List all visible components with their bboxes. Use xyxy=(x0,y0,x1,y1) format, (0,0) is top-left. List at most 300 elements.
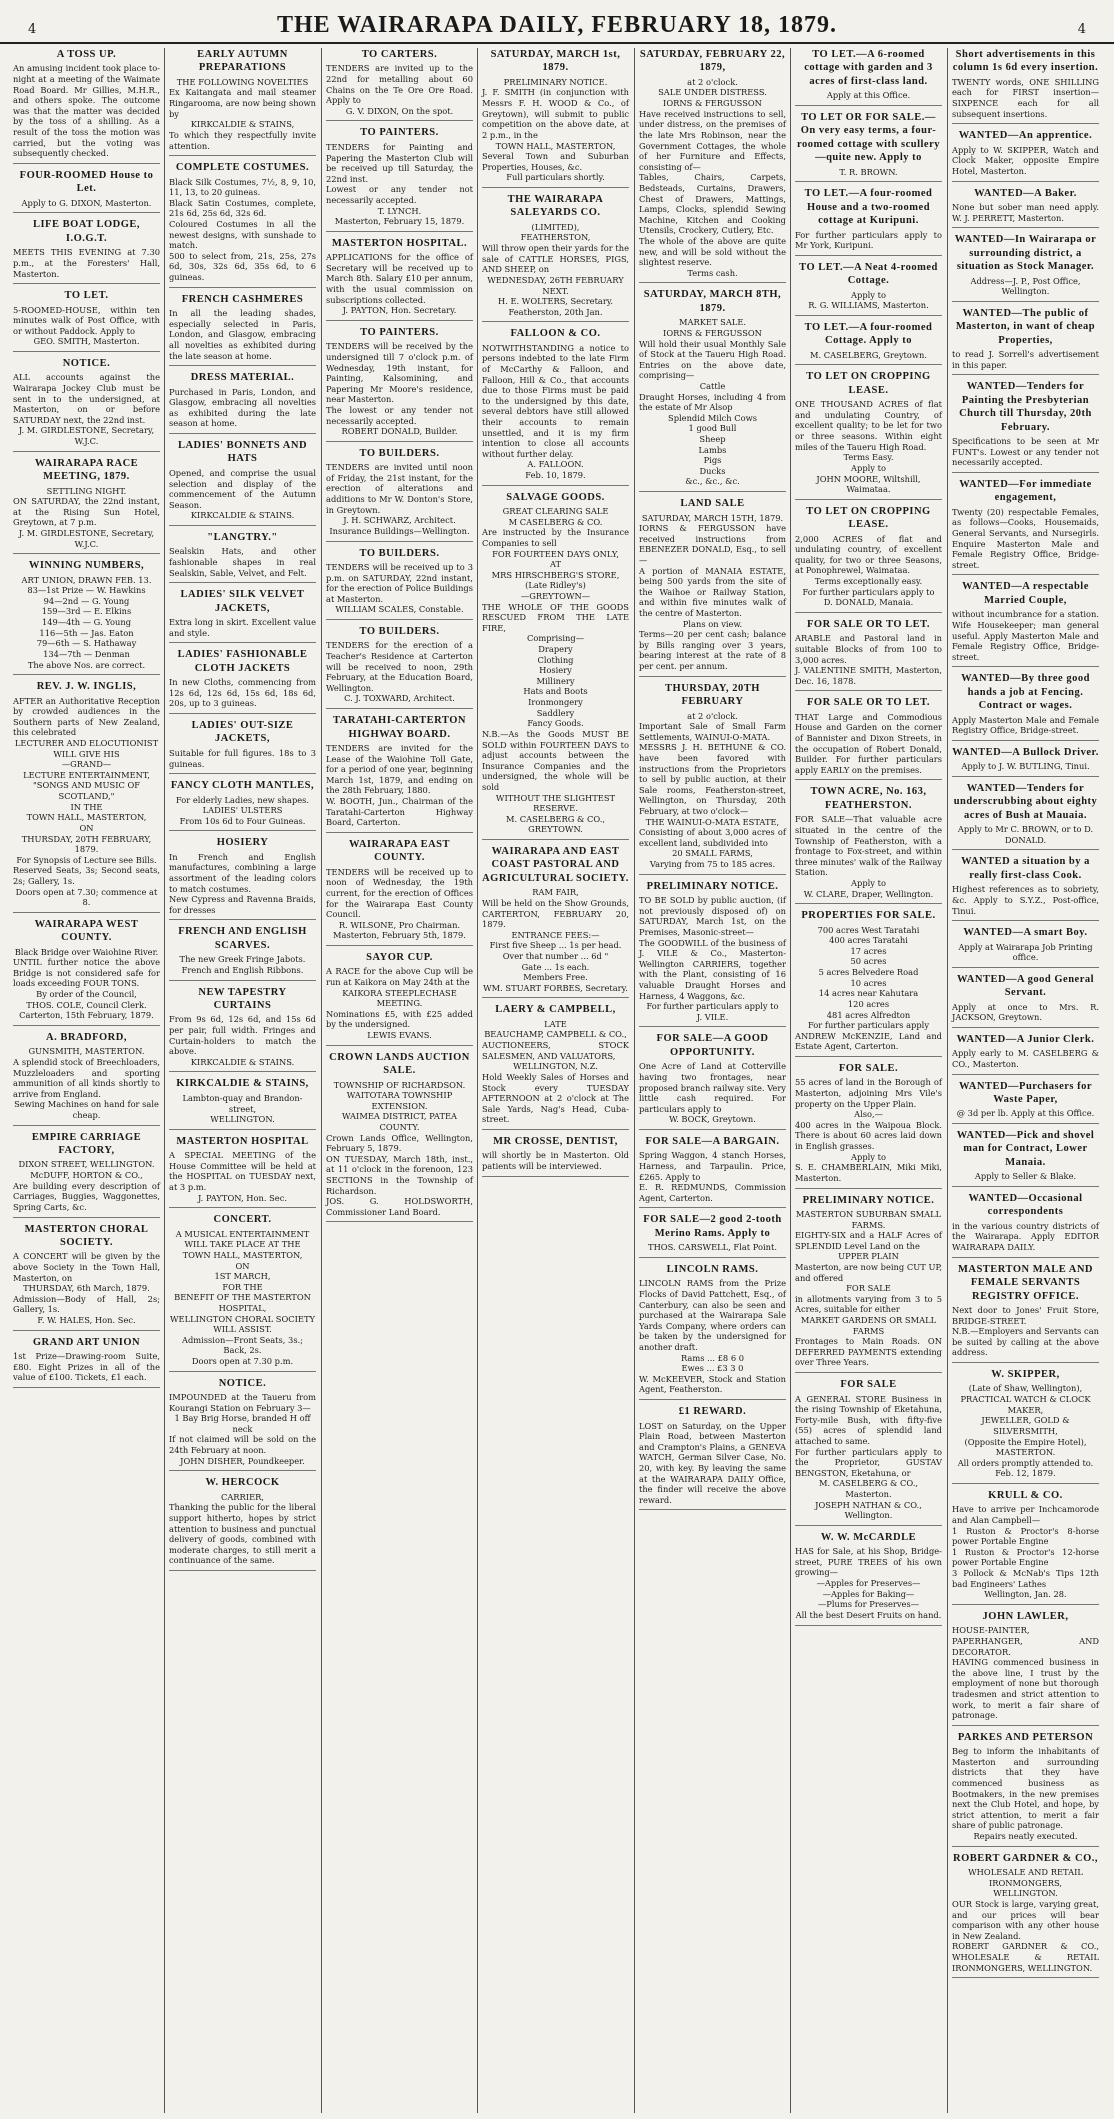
ad-text-line: PRACTICAL WATCH & CLOCK MAKER, xyxy=(960,1394,1091,1415)
advertisement xyxy=(952,926,1099,968)
advertisement xyxy=(795,48,942,106)
advertisement xyxy=(952,1852,1099,1979)
ad-text-line: 83—1st Prize — W. Hawkins xyxy=(27,585,146,596)
advertisement xyxy=(13,169,160,213)
advertisement xyxy=(952,1192,1099,1258)
ad-text-line: Lambs xyxy=(698,444,727,455)
ad-heading: TO BUILDERS. xyxy=(359,547,440,559)
ad-text-line: Thanking the public for the liberal support hitherto, hopes by strict attention to business and punctual delivery of goods, combined with moderate charges, to still merit a continuance of the same. xyxy=(169,1502,316,1566)
ad-text-line: in allotments varying from 3 to 5 Acres, suitable for either xyxy=(795,1293,942,1315)
ad-text-line: WELLINGTON. xyxy=(210,1114,275,1125)
ad-text-line: From 9s 6d, 12s 6d, and 15s 6d per pair, full width. Fringes and Curtain-holders to match the above. xyxy=(169,1014,316,1057)
advertisement xyxy=(169,161,316,288)
ad-text-line: GEO. SMITH, Masterton. xyxy=(33,336,140,347)
advertisement xyxy=(326,237,473,321)
ad-text-line: Several Town and Suburban Properties, Houses, &c. xyxy=(482,151,629,172)
ad-text-line: Are building every description of Carriages, Buggies, Waggonettes, Spring Carts, &c. xyxy=(13,1180,160,1212)
ad-text-line: T. LYNCH. xyxy=(377,205,422,216)
ad-heading: KRULL & CO. xyxy=(988,1489,1063,1501)
ad-text-line: Important Sale of Small Farm Settlements, WAINUI-O-MATA. xyxy=(639,721,786,742)
ad-text-line: Nominations £5, with £25 added by the undersigned. xyxy=(326,1008,473,1030)
column-2 xyxy=(166,48,319,2113)
ad-heading: TO BUILDERS. xyxy=(359,626,440,637)
ad-heading: TO LET. xyxy=(64,290,109,302)
ad-text-line: N.B.—Employers and Servants can be suited by calling at the above address. xyxy=(952,1326,1099,1358)
ad-text-line: JOHN DISHER, Poundkeeper. xyxy=(180,1455,305,1466)
ad-text-line: 1st Prize—Drawing-room Suite, £80. Eight Prizes in all of the value of £100. Tickets, £1 each. xyxy=(13,1351,160,1383)
ad-text-line: IORNS & FERGUSSON xyxy=(663,327,762,338)
advertisement xyxy=(169,439,316,526)
advertisement xyxy=(482,193,629,322)
ad-text-line: Extra long in skirt. Excellent value and style. xyxy=(169,617,316,638)
ad-text-line: Have received instructions to sell, under distress, on the premises of the late Mrs Robinson, near the Government Cottages, the whole of her Furniture and Effects, consisting of— xyxy=(639,108,786,172)
ad-text-line: —Plums for Preserves— xyxy=(817,1599,920,1610)
advertisement xyxy=(639,1032,786,1130)
ad-text-line: Spring Waggon, 4 stanch Horses, Harness, and Tarpaulin. Price, £265. Apply to xyxy=(639,1150,786,1182)
advertisement xyxy=(169,293,316,366)
ad-text-line: Coloured Costumes in all the newest designs, with sunshade to match. xyxy=(169,219,316,251)
ad-text-line: For Synopsis of Lecture see Bills. xyxy=(16,854,157,865)
advertisement xyxy=(952,307,1099,376)
ad-text-line: MARKET GARDENS OR SMALL FARMS xyxy=(800,1315,937,1336)
ad-text-line: TOWN HALL, MASTERTON, xyxy=(26,812,147,823)
ad-text-line: F. W. HALES, Hon. Sec. xyxy=(37,1315,136,1326)
advertisement xyxy=(952,782,1099,851)
advertisement xyxy=(13,918,160,1026)
column-rule xyxy=(477,48,478,2113)
ad-text-line: TENDERS are invited up to the 22nd for metalling about 60 Chains on the Te Ore Ore Road. Apply to xyxy=(326,63,473,106)
ad-heading: TO PAINTERS. xyxy=(360,127,439,139)
ad-text-line: Ex Kaitangata and mail steamer Ringarooma, are now being shown by xyxy=(169,87,316,119)
ad-text-line: SATURDAY, MARCH 15TH, 1879. xyxy=(641,512,784,523)
ad-text-line: Twenty (20) respectable Females, as follows—Cooks, Housemaids, General Servants, and Nursegirls. Enquire Masterton Male and Female Registry Office, Bridge-street. xyxy=(952,506,1099,570)
ad-text-line: Are instructed by the Insurance Companies to sell xyxy=(482,527,629,548)
ad-text-line: Plans on view. xyxy=(682,618,743,629)
ad-text-line: Sealskin Hats, and other fashionable shapes in real Sealskin, Sable, Velvet, and Felt. xyxy=(169,546,316,578)
advertisement xyxy=(13,680,160,913)
ad-text-line: Terms—20 per cent cash; balance by Bills ranging over 3 years, bearing interest at the rate of 8 per cent. per annum. xyxy=(639,629,786,672)
advertisement xyxy=(795,785,942,904)
ad-heading: MASTERTON MALE AND FEMALE SERVANTS REGISTRY OFFICE. xyxy=(957,1263,1094,1302)
advertisement xyxy=(952,1368,1099,1484)
ad-heading: W. W. McCARDLE xyxy=(820,1531,917,1543)
ad-text-line: DIXON STREET, WELLINGTON. xyxy=(18,1159,155,1170)
ad-heading: FOUR-ROOMED House to Let. xyxy=(19,169,154,195)
column-rule xyxy=(790,48,791,2113)
ad-text-line: THOS. CARSWELL, Flat Point. xyxy=(648,1242,777,1253)
ad-text-line: 120 acres xyxy=(847,998,890,1009)
ad-text-line: Doors open at 7.30 p.m. xyxy=(191,1355,294,1366)
advertisement xyxy=(482,491,629,840)
ad-heading: FOR SALE—2 good 2-tooth Merino Rams. Apply to xyxy=(643,1214,782,1239)
advertisement xyxy=(795,261,942,316)
advertisement xyxy=(639,1213,786,1257)
ad-text-line: Feb. 10, 1879. xyxy=(525,470,586,481)
ad-text-line: ROBERT GARDNER & CO., WHOLESALE & RETAIL IRONMONGERS, WELLINGTON. xyxy=(952,1941,1099,1973)
ad-text-line: (Opposite the Empire Hotel), xyxy=(964,1436,1087,1447)
ad-text-line: First five Sheep ... 1s per head. xyxy=(489,940,622,951)
ad-text-line: 2,000 ACRES of flat and undulating country, of excellent quality, for two or three Seasons, at Ponophrewel, Waimataa. xyxy=(795,533,942,576)
ad-heading: LADIES' BONNETS AND HATS xyxy=(177,440,308,465)
ad-text-line: RAM FAIR, xyxy=(532,887,579,898)
ad-text-line: SETTLING NIGHT. xyxy=(46,485,127,496)
ad-text-line: Doors open at 7.30; commence at 8. xyxy=(15,886,158,908)
ad-text-line: WILL ASSIST. xyxy=(213,1324,272,1335)
ad-text-line: For elderly Ladies, new shapes. xyxy=(175,794,310,805)
ad-text-line: TOWN HALL, MASTERTON, xyxy=(182,1249,303,1260)
advertisement xyxy=(169,1135,316,1208)
ad-text-line: Black Satin Costumes, complete, 21s 6d, 25s 6d, 32s 6d. xyxy=(169,197,316,219)
ad-heading: FOR SALE. xyxy=(838,1062,899,1074)
ad-heading: NEW TAPESTRY CURTAINS xyxy=(198,986,287,1011)
ad-text-line: 17 acres xyxy=(850,945,887,956)
ad-heading: LADIES' SILK VELVET JACKETS, xyxy=(180,589,305,614)
ad-text-line: Apply to xyxy=(851,462,886,473)
ad-text-line: McDUFF, HORTON & CO., xyxy=(30,1170,143,1181)
ad-heading: TO LET.—A four-roomed Cottage. Apply to xyxy=(804,321,933,347)
ad-text-line: W. BOCK, Greytown. xyxy=(669,1114,756,1125)
ad-text-line: A portion of MANAIA ESTATE, being 500 yards from the site of the Waihoe or Railway Station, and within five minutes walk of the centre of Masterton. xyxy=(639,565,786,618)
advertisement xyxy=(169,836,316,920)
advertisement xyxy=(952,1033,1099,1075)
advertisement xyxy=(795,370,942,499)
advertisement xyxy=(13,218,160,284)
ad-text-line: ART UNION, DRAWN FEB. 13. xyxy=(21,574,152,585)
ad-heading: SATURDAY, MARCH 8TH, 1879. xyxy=(643,289,782,314)
ad-text-line: The above Nos. are correct. xyxy=(27,659,146,670)
ad-heading: WAIRARAPA AND EAST COAST PASTORAL AND AGRICULTURAL SOCIETY. xyxy=(482,846,629,884)
ad-text-line: Apply to W. SKIPPER, Watch and Clock Maker, opposite Empire Hotel, Masterton. xyxy=(952,144,1099,176)
advertisement xyxy=(326,326,473,442)
ad-text-line: 14 acres near Kahutara xyxy=(818,988,919,999)
ad-text-line: Will be held on the Show Grounds, CARTERTON, FEBRUARY 20, 1879. xyxy=(482,897,629,930)
advertisement xyxy=(795,321,942,365)
ad-heading: WANTED—A good General Servant. xyxy=(956,973,1095,999)
ad-text-line: ARABLE and Pastoral land in suitable Blocks of from 100 to 3,000 acres. xyxy=(795,633,942,665)
ad-heading: WANTED—A Junior Clerk. xyxy=(956,1033,1095,1045)
ad-text-line: FOR SALE xyxy=(846,1283,891,1294)
ad-text-line: 10 acres xyxy=(850,977,887,988)
ad-text-line: Apply to xyxy=(851,878,886,888)
ad-text-line: R. WILSONE, Pro Chairman. xyxy=(338,919,461,930)
ad-text-line: Specifications to be seen at Mr FUNT's. Lowest or any tender not necessarily accepted. xyxy=(952,436,1099,468)
ad-text-line: UNTIL further notice the above Bridge is not considered safe for loads exceeding FOUR TONS. xyxy=(13,957,160,989)
ad-text-line: ENTRANCE FEES:— xyxy=(511,929,600,940)
ad-heading: FRENCH AND ENGLISH SCARVES. xyxy=(178,926,307,951)
advertisement xyxy=(326,126,473,231)
ad-text-line: For further particulars apply xyxy=(807,1020,930,1031)
advertisement xyxy=(639,497,786,677)
ad-text-line: MESSRS J. H. BETHUNE & CO. have been favored with instructions from the Proprietors to sell by public auction, at their Sale rooms, Featherston-street, Wellington, on Thursday, 20th February, at two o'clock— xyxy=(639,742,786,817)
ad-text-line: Apply to xyxy=(851,1151,886,1162)
advertisement xyxy=(482,48,629,188)
ad-text-line: —Apples for Preserves— xyxy=(816,1578,921,1589)
ad-text-line: 500 to select from, 21s, 25s, 27s 6d, 30s, 32s 6d, 35s 6d, to 6 guineas. xyxy=(169,250,316,283)
ad-heading: FRENCH CASHMERES xyxy=(181,293,304,305)
ad-text-line: JOSEPH NATHAN & CO., Wellington. xyxy=(815,1499,922,1521)
ad-text-line: Ewes ... £3 3 0 xyxy=(681,1363,744,1374)
ad-text-line: G. V. DIXON, On the spot. xyxy=(345,105,454,116)
ad-heading: FOR SALE—A GOOD OPPORTUNITY. xyxy=(656,1033,769,1058)
advertisement xyxy=(795,696,942,780)
ad-text-line: In new Cloths, commencing from 12s 6d, 12s 6d, 15s 6d, 18s 6d, 20s, up to 3 guineas. xyxy=(169,677,316,709)
advertisement xyxy=(482,1003,629,1130)
ad-text-line: 1 Ruston & Proctor's 12-horse power Portable Engine xyxy=(952,1546,1099,1568)
advertisement xyxy=(952,855,1099,921)
ad-heading: MASTERTON HOSPITAL. xyxy=(331,237,468,249)
ad-text-line: WAITOTARA TOWNSHIP EXTENSION. xyxy=(346,1090,453,1111)
advertisement xyxy=(326,447,473,542)
ad-heading: FOR SALE OR TO LET. xyxy=(807,618,930,630)
advertisement xyxy=(952,1263,1099,1363)
ad-text-line: N.B.—As the Goods MUST BE SOLD within FOURTEEN DAYS to adjust accounts between the Insurance Companies and the undersigned, the whole will be sold xyxy=(482,728,629,792)
advertisement xyxy=(952,478,1099,576)
ad-heading: NOTICE. xyxy=(218,1377,267,1389)
ad-heading: LIFE BOAT LODGE, I.O.G.T. xyxy=(32,219,141,244)
ad-text-line: Apply to Seller & Blake. xyxy=(974,1171,1077,1182)
advertisement xyxy=(952,1731,1099,1847)
ad-heading: JOHN LAWLER, xyxy=(982,1610,1069,1622)
advertisement xyxy=(169,719,316,774)
ad-text-line: ANDREW McKENZIE, Land and Estate Agent, Carterton. xyxy=(795,1030,942,1052)
ad-text-line: T. R. BROWN. xyxy=(839,166,898,177)
ad-text-line: For further particulars apply to Mr York, Kuripuni. xyxy=(795,229,942,251)
ad-text-line: J. H. SCHWARZ, Architect. xyxy=(343,515,456,526)
ad-text-line: All the best Desert Fruits on hand. xyxy=(795,1609,942,1620)
ad-text-line: ROBERT DONALD, Builder. xyxy=(341,426,458,437)
ad-text-line: PRELIMINARY NOTICE. xyxy=(503,76,608,87)
ad-text-line: For further particulars apply to xyxy=(646,1001,779,1012)
ad-text-line: MEETS THIS EVENING at 7.30 p.m., at the Foresters' Hall, Masterton. xyxy=(13,247,160,279)
ad-heading: LADIES' FASHIONABLE CLOTH JACKETS xyxy=(177,649,308,674)
ad-text-line: 3 Pollock & McNab's Tips 12th bad Engineers' Lathes xyxy=(952,1568,1099,1589)
advertisement xyxy=(169,371,316,434)
ad-text-line: Masterton, are now being CUT UP, and offered xyxy=(795,1261,942,1283)
ad-heading: WAIRARAPA RACE MEETING, 1879. xyxy=(34,457,139,483)
ad-heading: THE WAIRARAPA SALEYARDS CO. xyxy=(507,193,604,219)
advertisement xyxy=(952,187,1099,229)
ad-heading: WANTED—A Bullock Driver. xyxy=(952,746,1099,758)
advertisement xyxy=(952,48,1099,124)
ad-heading: DRESS MATERIAL. xyxy=(190,372,295,384)
ad-text-line: M CASELBERG & CO. xyxy=(508,516,603,527)
advertisement xyxy=(169,648,316,714)
advertisement xyxy=(169,531,316,583)
ad-heading: COMPLETE COSTUMES. xyxy=(175,162,310,174)
ad-text-line: 5 acres Belvedere Road xyxy=(818,967,919,978)
ad-text-line: JEWELLER, GOLD & SILVERSMITH, xyxy=(981,1415,1070,1436)
ad-text-line: M. CASELBERG & CO., GREYTOWN. xyxy=(506,813,605,835)
ad-text-line: 400 acres Taratahi xyxy=(829,935,908,946)
ad-text-line: MRS HIRSCHBERG'S STORE, xyxy=(491,569,620,580)
ad-heading: WANTED—By three good hands a job at Fencing. Contract or wages. xyxy=(961,673,1090,712)
ad-text-line: HAVING commenced business in the above line, I trust by the employment of none but thorough tradesmen and strict attention to work, to merit a fair share of patronage. xyxy=(952,1657,1099,1721)
ad-text-line: 116—5th — Jas. Eaton xyxy=(39,627,134,638)
advertisement xyxy=(482,845,629,998)
column-rule xyxy=(164,48,165,2113)
ad-text-line: Gate ... 1s each. xyxy=(521,961,590,972)
ad-text-line: ON SATURDAY, the 22nd instant, at the Rising Sun Hotel, Greytown, at 7 p.m. xyxy=(13,496,160,528)
ad-heading: MASTERTON HOSPITAL xyxy=(176,1135,309,1147)
ad-text-line: Have to arrive per Inchcamorode and Alan Campbell— xyxy=(952,1504,1099,1525)
advertisement xyxy=(639,682,786,875)
ad-text-line: One Acre of Land at Cotterville having two frontages, near proposed branch railway site. Very little cash required. For particulars apply to xyxy=(639,1061,786,1114)
ad-text-line: 5-ROOMED-HOUSE, within ten minutes walk of Post Office, with or without Paddock. Apply to xyxy=(13,304,160,336)
ad-text-line: A CONCERT will be given by the above Society in the Town Hall, Masterton, on xyxy=(13,1251,160,1283)
page-number-right: 4 xyxy=(1077,22,1086,37)
ad-text-line: J. PAYTON, Hon. Sec. xyxy=(198,1192,287,1203)
ad-text-line: Suitable for full figures. 18s to 3 guineas. xyxy=(169,747,316,769)
ad-text-line: KIRKCALDIE & STAINS. xyxy=(190,1056,295,1067)
ad-text-line: KIRKCALDIE & STAINS. xyxy=(190,510,295,521)
ad-text-line: ALL accounts against the Wairarapa Jockey Club must be sent in to the undersigned, at Masterton, on or before SATURDAY next, the 22nd inst. xyxy=(13,372,160,425)
advertisement xyxy=(795,1531,942,1626)
ad-text-line: Featherston, 20th Jan. xyxy=(508,306,603,317)
ad-text-line: Will throw open their yards for the sale of CATTLE HORSES, PIGS, AND SHEEP, on xyxy=(482,243,629,275)
advertisement xyxy=(795,187,942,256)
ad-heading: WANTED—Tenders for Painting the Presbyterian Church till Thursday, 20th February. xyxy=(959,381,1092,433)
ad-text-line: OUR Stock is large, varying great, and our prices will bear comparison with any other house in New Zealand. xyxy=(952,1898,1099,1941)
ad-text-line: WM. STUART FORBES, Secretary. xyxy=(483,982,628,993)
ad-text-line: Fancy Goods. xyxy=(527,718,584,729)
ad-text-line: WEDNESDAY, 26TH FEBRUARY NEXT. xyxy=(487,274,624,296)
ad-text-line: Drapery xyxy=(538,644,573,655)
ad-heading: WANTED—Tenders for underscrubbing about eighty acres of Bush at Mauaia. xyxy=(953,782,1098,821)
advertisement xyxy=(13,559,160,675)
page-number-left: 4 xyxy=(28,22,37,37)
ad-text-line: The new Greek Fringe Jabots. xyxy=(179,954,306,965)
ad-text-line: TENDERS for the erection of a Teacher's Residence at Carterton will be received to noon, 29th February, at the Education Board, Wellington. xyxy=(326,640,473,693)
ad-text-line: BENEFIT OF THE MASTERTON HOSPITAL, xyxy=(174,1292,311,1313)
ad-text-line: Terms exceptionally easy. xyxy=(814,576,923,587)
ad-text-line: IN THE xyxy=(70,801,103,812)
ad-text-line: BEAUCHAMP, CAMPBELL & CO., xyxy=(484,1029,627,1040)
advertisement xyxy=(795,505,942,613)
advertisement xyxy=(13,1131,160,1218)
ad-text-line: 159—3rd — E. Elkins xyxy=(41,606,132,617)
advertisement xyxy=(326,951,473,1046)
ad-text-line: A splendid stock of Breechloaders, Muzzleloaders and sporting ammunition of all kinds shortly to arrive from England. xyxy=(13,1056,160,1099)
ad-text-line: IORNS & FERGUSSON xyxy=(663,98,762,109)
ad-text-line: ON xyxy=(79,822,94,833)
ad-text-line: FOR SALE—That valuable acre situated in the centre of the Township of Featherston, with a frontage to Fox-street, and within three minutes' walk of the Railway Station. xyxy=(795,814,942,878)
ad-text-line: C. J. TOXWARD, Architect. xyxy=(344,693,455,704)
ad-text-line: —Apples for Baking— xyxy=(822,1588,915,1599)
ad-heading: WANTED—In Wairarapa or surrounding district, a situation as Stock Manager. xyxy=(954,234,1097,273)
ad-text-line: Apply to J. W. BUTLING, Tinui. xyxy=(961,761,1090,772)
advertisement xyxy=(795,1194,942,1374)
ad-text-line: Rams ... £8 6 0 xyxy=(680,1352,745,1363)
ad-text-line: Pigs xyxy=(703,455,722,466)
ad-text-line: Wellington, Jan. 28. xyxy=(984,1589,1067,1600)
ad-text-line: TOWN HALL, MASTERTON, xyxy=(495,140,616,151)
advertisement xyxy=(326,838,473,946)
ad-text-line: TENDERS for Painting and Papering the Masterton Club will be received up till Saturday, the 22nd inst. xyxy=(326,141,473,184)
column-1 xyxy=(10,48,163,2113)
ad-heading: LADIES' OUT-SIZE JACKETS, xyxy=(191,720,294,745)
ad-text-line: A SPECIAL MEETING of the House Committee will be held at the HOSPITAL on TUESDAY next, at 3 p.m. xyxy=(169,1150,316,1193)
advertisement xyxy=(326,625,473,709)
ad-heading: TO LET ON CROPPING LEASE. xyxy=(806,505,931,531)
ad-text-line: Hosiery xyxy=(539,665,572,676)
ad-text-line: Frontages to Main Roads. ON DEFERRED PAYMENTS extending over Three Years. xyxy=(795,1336,942,1368)
ad-text-line: Ducks xyxy=(699,465,726,476)
ad-text-line: at 2 o'clock. xyxy=(687,710,738,721)
ad-text-line: LOST on Saturday, on the Upper Plain Road, between Masterton and Crampton's Plains, a GENEVA WATCH, German Silver Case, No. 20, with key. By leaving the same at the WAIRARAPA DAILY Office, the finder will receive the above reward. xyxy=(639,1420,786,1505)
ad-heading: CONCERT. xyxy=(213,1214,272,1226)
ad-text-line: LEWIS EVANS. xyxy=(367,1030,432,1041)
ad-text-line: Splendid Milch Cows xyxy=(668,412,757,423)
ad-text-line: Opened, and comprise the usual selection and display of the commencement of the Autumn Season. xyxy=(169,467,316,510)
ad-heading: THURSDAY, 20TH FEBRUARY xyxy=(665,682,760,708)
ad-text-line: Black Bridge over Waiohine River. xyxy=(14,946,159,957)
ad-text-line: TENDERS are invited for the Lease of the Waiohine Toll Gate, for a period of one year, beginning March 1st, 1879, and ending on the 28th February, 1880. xyxy=(326,742,473,796)
ad-text-line: A. FALLOON. xyxy=(527,459,584,470)
ad-text-line: Apply at once to Mrs. R. JACKSON, Greytown. xyxy=(952,1001,1099,1023)
column-rule xyxy=(947,48,948,2113)
ad-text-line: New Cypress and Ravenna Braids, for dresses xyxy=(169,894,316,915)
ad-text-line: KIRKCALDIE & STAINS, xyxy=(190,119,295,130)
ad-heading: WANTED—A smart Boy. xyxy=(963,927,1088,939)
ad-heading: TO LET ON CROPPING LEASE. xyxy=(806,371,931,396)
ad-heading: LAND SALE xyxy=(680,498,745,510)
ad-text-line: Consisting of about 3,000 acres of excellent land, subdivided into xyxy=(639,827,786,848)
ad-text-line: D. DONALD, Manaia. xyxy=(823,597,914,608)
ad-text-line: WELLINGTON. xyxy=(993,1888,1058,1899)
ad-text-line: Apply to G. DIXON, Masterton. xyxy=(21,197,152,208)
ad-heading: REV. J. W. INGLIS, xyxy=(36,681,137,693)
ad-text-line: Clothing xyxy=(537,654,574,665)
ad-heading: WANTED—A Baker. xyxy=(974,187,1077,199)
ad-text-line: LADIES' ULSTERS xyxy=(202,805,283,816)
advertisement xyxy=(326,714,473,833)
ad-text-line: FEATHERSTON, xyxy=(520,232,591,243)
advertisement xyxy=(952,746,1099,777)
ad-text-line: Terms Easy. xyxy=(843,452,894,463)
ad-text-line: Crown Lands Office, Wellington, February 5, 1879. xyxy=(326,1132,473,1154)
ad-text-line: S. E. CHAMBERLAIN, Miki Miki, Masterton. xyxy=(795,1162,942,1183)
ad-text-line: If not claimed will be sold on the 24th February at noon. xyxy=(169,1434,316,1456)
advertisement xyxy=(13,1336,160,1388)
ad-heading: MR CROSSE, DENTIST, xyxy=(493,1135,618,1147)
ad-text-line: WELLINGTON CHORAL SOCIETY xyxy=(170,1313,315,1324)
ad-text-line: J. M. GIRDLESTONE, Secretary, W.J.C. xyxy=(18,528,155,549)
ad-text-line: W. CLARE, Draper, Wellington. xyxy=(803,888,934,899)
advertisement xyxy=(795,111,942,182)
ad-text-line: MASTERTON. xyxy=(995,1447,1056,1458)
ad-text-line: Address—J. P., Post Office, Wellington. xyxy=(970,275,1081,297)
ad-heading: FALLOON & CO. xyxy=(510,328,601,340)
ad-text-line: at 2 o'clock. xyxy=(687,76,738,87)
ad-text-line: (LIMITED), xyxy=(531,221,580,232)
ad-text-line: Varying from 75 to 185 acres. xyxy=(649,859,776,870)
ad-text-line: WAIMEA DISTRICT, PATEA COUNTY. xyxy=(341,1111,458,1132)
advertisement xyxy=(13,357,160,452)
ad-heading: TO LET.—A Neat 4-roomed Cottage. xyxy=(799,261,938,287)
ad-heading: SATURDAY, MARCH 1st, 1879. xyxy=(490,49,621,74)
ad-text-line: 700 acres West Taratahi xyxy=(817,924,920,935)
ad-text-line: Tables, Chairs, Carpets, Bedsteads, Curtains, Drawers, Chest of Drawers, Mattings, Lamps, Clocks, splendid Sewing Machine, Kitchen and Cooking Utensils, Crockery, Cutlery, Etc. xyxy=(639,172,786,236)
ad-text-line: WILL TAKE PLACE AT THE xyxy=(184,1239,301,1250)
ad-text-line: Masterton, February 15, 1879. xyxy=(334,216,465,227)
advertisement xyxy=(952,1129,1099,1187)
ad-text-line: 134—7th — Denman xyxy=(43,648,130,659)
ad-text-line: TOWNSHIP OF RICHARDSON. xyxy=(333,1079,466,1090)
ad-text-line: TWENTY words, ONE SHILLING each for FIRST insertion—SIXPENCE each for all subsequent insertions. xyxy=(952,76,1099,119)
ad-text-line: Lowest or any tender not necessarily accepted. xyxy=(326,184,473,205)
column-7 xyxy=(949,48,1102,2113)
ad-text-line: The lowest or any tender not necessarily accepted. xyxy=(326,404,473,426)
